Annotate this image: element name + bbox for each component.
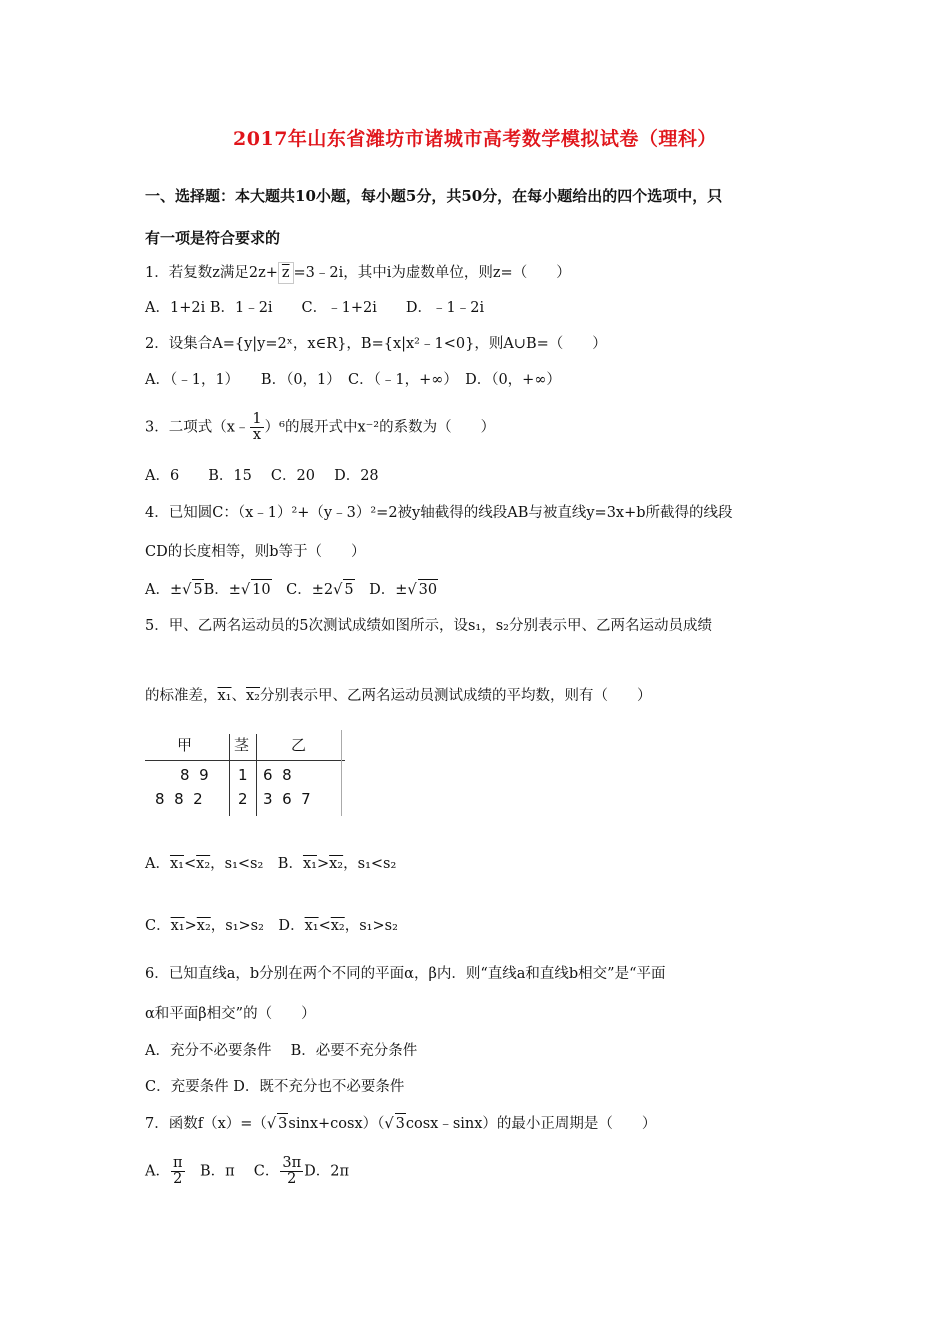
question-5-line2: 的标准差，x₁、x₂分别表示甲、乙两名运动员测试成绩的平均数，则有（ ） — [145, 688, 652, 704]
fraction-pi-over-2: $\frac{\pi}{2}$ — [172, 1155, 183, 1187]
row-2-left: 8 8 2 — [155, 790, 203, 808]
question-5-options-ab: A．x₁<x₂，s₁<s₂ B．x₁>x₂，s₁<s₂ — [145, 856, 397, 872]
question-5-line1: 5．甲、乙两名运动员的5次测试成绩如图所示，设s₁，s₂分别表示甲、乙两名运动员成绩 — [145, 618, 712, 634]
fraction-1-over-x: $\frac{1}{x}$ — [252, 411, 262, 443]
row-1-stem: 1 — [238, 766, 248, 784]
fraction-3pi-over-2: $\frac{3\pi}{2}$ — [282, 1155, 302, 1187]
question-7-options: A． $\frac{\pi}{2}$ B．π C． $\frac{3\pi}{2}$ D．2π — [145, 1155, 350, 1187]
question-7-stem: 7．函数f（x）=（√ 3sinx+cosx）（√ 3cosx﹣sinx）的最小正周期是（ ） — [145, 1113, 656, 1134]
stem-divider-right — [256, 734, 257, 816]
conjugate-z: $\overline{z}$ — [278, 262, 294, 284]
row-1-right: 6 8 — [263, 766, 292, 784]
header-jia: 甲 — [177, 736, 193, 754]
question-4-line2: CD的长度相等，则b等于（ ） — [145, 544, 366, 560]
question-5-options-cd: C．x₁>x₂，s₁>s₂ D．x₁<x₂，s₁>s₂ — [145, 918, 398, 934]
row-2-stem: 2 — [238, 790, 248, 808]
question-2-stem: 2．设集合A={y|y=2ˣ，x∈R}，B={x|x²﹣1<0}，则A∪B=（ ） — [145, 336, 607, 352]
stem-leaf-plot — [145, 730, 345, 816]
question-6-line2: α和平面β相交”的（ ） — [145, 1006, 316, 1022]
header-yi: 乙 — [291, 736, 307, 754]
row-2-right: 3 6 7 — [263, 790, 311, 808]
question-6-options-2: C．充要条件 D．既不充分也不必要条件 — [145, 1079, 405, 1095]
section-heading-line2: 有一项是符合要求的 — [145, 229, 281, 247]
section-heading-line1: 一、选择题：本大题共10小题，每小题5分，共50分，在每小题给出的四个选项中，只 — [145, 187, 723, 205]
question-6-options-1: A．充分不必要条件 B．必要不充分条件 — [145, 1043, 418, 1059]
question-4-options: A．±√ 5B．±√ 10 C．±2√ 5 D．±√ 30 — [145, 579, 438, 600]
row-1-left: 8 9 — [180, 766, 209, 784]
question-3-stem: 3．二项式（x﹣ $\frac{1}{x}$ ）⁶的展开式中x⁻²的系数为（ ） — [145, 411, 496, 443]
question-1-options: A．1+2i B．1﹣2i C．﹣1+2i D．﹣1﹣2i — [145, 300, 485, 316]
stem-divider-left — [229, 734, 230, 816]
question-1-stem: 1．若复数z满足$2z+ \overline{z}$ =3﹣2i，其中i为虚数单位，则z=（ ） — [145, 262, 571, 284]
question-2-options: A．（﹣1，1） B．（0，1） C．（﹣1，+∞） D．（0，+∞） — [145, 372, 561, 388]
question-4-line1: 4．已知圆C：（x﹣1）²+（y﹣3）²=2被y轴截得的线段AB与被直线y=3x+b所截得的线段 — [145, 505, 733, 521]
question-3-options: A．6 B．15 C．20 D．28 — [145, 468, 379, 484]
exam-title: 2017年山东省潍坊市诸城市高考数学模拟试卷（理科） — [233, 128, 717, 150]
header-stem: 茎 — [234, 736, 250, 754]
header-divider — [145, 760, 345, 761]
question-6-line1: 6．已知直线a，b分别在两个不同的平面α，β内．则“直线a和直线b相交”是“平面 — [145, 966, 666, 982]
table-edge — [341, 730, 342, 816]
